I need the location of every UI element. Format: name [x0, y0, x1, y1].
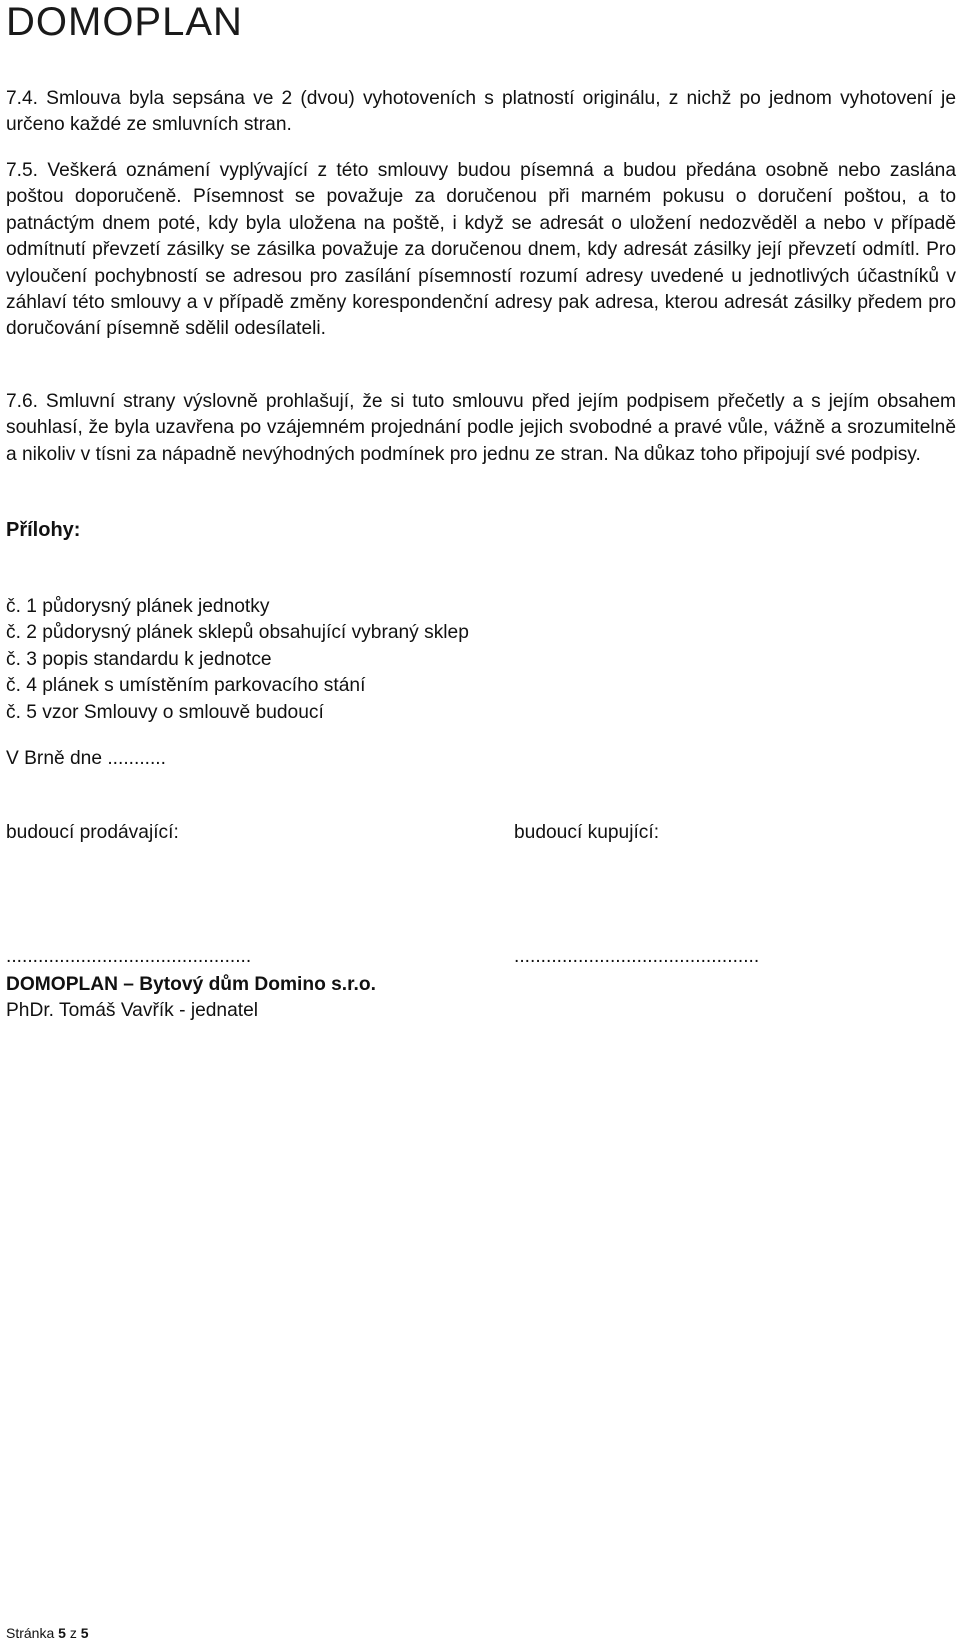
current-page: 5	[58, 1625, 66, 1641]
attachment-item: č. 4 plánek s umístěním parkovacího stání	[6, 675, 366, 697]
page-separator: z	[69, 1625, 77, 1641]
attachment-item: č. 5 vzor Smlouvy o smlouvě budoucí	[6, 701, 324, 723]
place-date: V Brně dne ...........	[6, 748, 166, 769]
buyer-signature-line: ..............................................	[514, 946, 760, 967]
total-pages: 5	[80, 1625, 89, 1641]
seller-signature-line: ..............................................	[6, 946, 252, 967]
section-7-4: 7.4. Smlouva byla sepsána ve 2 (dvou) vyhotoveních s platností originálu, z nichž po jednom vyhotovení je určeno každé ze smluvních stran.	[6, 88, 956, 136]
page-prefix: Stránka	[6, 1625, 55, 1641]
buyer-label: budoucí kupující:	[514, 822, 660, 843]
domoplan-logo: DOMOPLAN	[6, 0, 243, 44]
seller-person: PhDr. Tomáš Vavřík - jednatel	[6, 1000, 259, 1021]
seller-label: budoucí prodávající:	[6, 822, 179, 843]
section-7-6: 7.6. Smluvní strany výslovně prohlašují, že si tuto smlouvu před jejím podpisem přečetly a s jejím obsahem souhlasí, že byla uzavřena po vzájemném projednání podle jejich svobodné a pravé vůle, vážně a srozumitelně a nikoliv v tísni za nápadně nevýhodných podmínek pro jednu ze stran. Na důkaz toho připojují své podpisy.	[6, 391, 956, 465]
attachments-list	[6, 594, 469, 726]
attachment-item: č. 3 popis standardu k jednotce	[6, 648, 272, 670]
seller-company: DOMOPLAN – Bytový dům Domino s.r.o.	[6, 974, 376, 995]
attachment-item: č. 1 půdorysný plánek jednotky	[6, 596, 270, 617]
attachments-heading: Přílohy:	[6, 519, 81, 541]
page-footer	[6, 1624, 89, 1642]
section-7-5: 7.5. Veškerá oznámení vyplývající z této smlouvy budou písemná a budou předána osobně nebo zaslána poštou doporučeně. Písemnost se považuje za doručenou při marném pokusu o doručení poštou, a to patnáctým dnem poté, kdy byla uložena na poště, i když se adresát o uložení nedozvěděl a nebo v případě odmítnutí převzetí zásilky se zásilka považuje za doručenou dnem, kdy adresát zásilky její převzetí odmítl. Pro vyloučení pochybností se adresou pro zasílání písemností rozumí adresy uvedené u jednotlivých účastníků v záhlaví této smlouvy a v případě změny korespondenční adresy pak adresa, kterou adresát zásilky předem pro doručování písemně sdělil odesílateli.	[6, 160, 956, 340]
attachment-item: č. 2 půdorysný plánek sklepů obsahující vybraný sklep	[6, 622, 469, 644]
